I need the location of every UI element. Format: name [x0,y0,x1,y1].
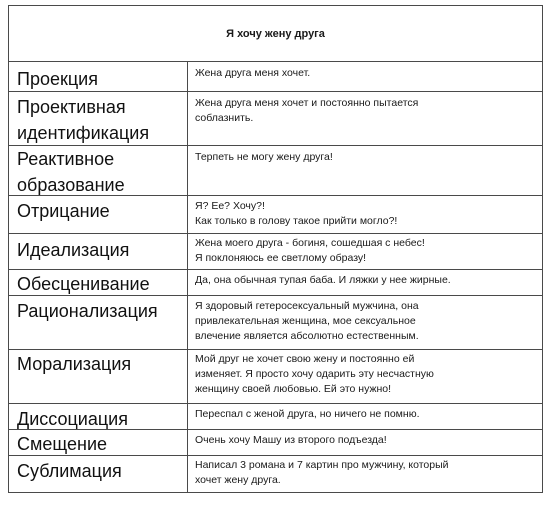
example-line: Я? Ее? Хочу?! [195,200,265,212]
example-line: Да, она обычная тупая баба. И ляжки у нее жирные. [195,274,451,286]
mechanism-example [188,234,542,269]
table-row [9,62,542,92]
table-row [9,430,542,456]
table-row [9,296,542,350]
mechanism-name-line: Реактивное [17,149,115,169]
mechanism-name-line: Рационализация [17,301,158,321]
example-line: Переспал с женой друга, но ничего не помню. [195,408,420,420]
mechanism-name [9,430,188,455]
mechanism-name-line: образование [17,175,125,195]
mechanism-name-line: идентификация [17,123,150,143]
mechanism-name [9,196,188,233]
example-line: соблазнить. [195,112,254,124]
mechanism-example [188,296,542,349]
mechanism-example [188,270,542,295]
mechanism-example [188,404,542,429]
mechanism-name [9,92,188,145]
mechanism-name-line: Сублимация [17,461,122,481]
mechanism-name [9,404,188,429]
table-row [9,350,542,404]
mechanism-name-line: Отрицание [17,201,110,221]
table-row [9,404,542,430]
example-line: влечение является абсолютно естественным. [195,330,419,342]
example-line: Жена друга меня хочет и постоянно пытается [195,97,419,109]
table-title: Я хочу жену друга [9,6,542,62]
table-row [9,234,542,270]
table-row [9,146,542,196]
mechanism-name-line: Диссоциация [17,409,128,429]
mechanism-example [188,92,542,145]
mechanism-name [9,234,188,269]
mechanism-name [9,456,188,492]
mechanism-name [9,146,188,195]
example-line: привлекательная женщина, мое сексуальное [195,315,416,327]
mechanism-name [9,270,188,295]
mechanism-name [9,62,188,91]
example-line: хочет жену друга. [195,474,281,486]
table-row [9,270,542,296]
mechanism-example [188,196,542,233]
example-line: Жена друга меня хочет. [195,67,311,79]
mechanism-example [188,146,542,195]
mechanism-name-line: Идеализация [17,240,130,260]
example-line: Как только в голову такое прийти могло?! [195,215,398,227]
example-line: Жена моего друга - богиня, сошедшая с небес! [195,237,425,249]
table-row [9,196,542,234]
example-line: Я здоровый гетеросексуальный мужчина, она [195,300,419,312]
defense-mechanisms-table [8,5,543,493]
mechanism-name-line: Обесценивание [17,274,150,294]
example-line: Написал 3 романа и 7 картин про мужчину, который [195,459,449,471]
example-line: Терпеть не могу жену друга! [195,151,333,163]
example-line: Я поклоняюсь ее светлому образу! [195,252,367,264]
mechanism-name-line: Смещение [17,434,108,454]
example-line: изменяет. Я просто хочу одарить эту несчастную [195,368,434,380]
table-row [9,456,542,492]
example-line: женщину своей любовью. Ей это нужно! [195,383,392,395]
mechanism-name [9,350,188,403]
mechanism-name [9,296,188,349]
example-line: Мой друг не хочет свою жену и постоянно ей [195,353,415,365]
table-row [9,92,542,146]
mechanism-name-line: Морализация [17,354,132,374]
example-line: Очень хочу Машу из второго подъезда! [195,434,387,446]
mechanism-example [188,350,542,403]
mechanism-name-line: Проективная [17,97,126,117]
mechanism-name-line: Проекция [17,69,98,89]
mechanism-example [188,430,542,455]
mechanism-example [188,62,542,91]
mechanism-example [188,456,542,492]
